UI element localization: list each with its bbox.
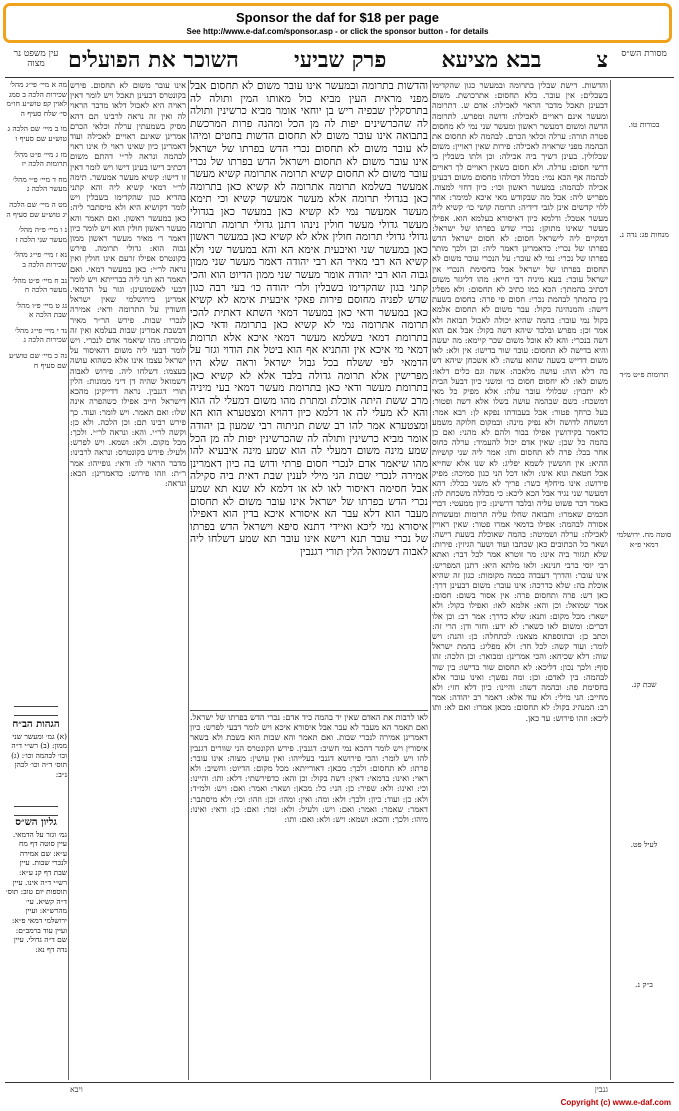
gemara-divider [190, 710, 428, 711]
masoret-note: בכורות טו. [628, 120, 660, 129]
ein-mishpat-entry: מט ה מיי׳ שם הלכה יג טוש״ע שם סעיף ה [6, 199, 67, 219]
ein-mishpat-entry: נ ו מיי׳ פ״ה מהל׳ מעשר שני הלכה ז [15, 225, 67, 244]
sponsor-banner[interactable] [3, 3, 672, 43]
header-perek: פרק שביעי [293, 47, 387, 73]
catchword-right: ויבא [70, 1085, 83, 1094]
gilyon-title: גליון הש״ס [15, 817, 57, 828]
ein-mishpat-entry: נא ז מיי׳ פי״ג מהל׳ שכירות הלכה ב [13, 250, 67, 269]
tosafot-column [70, 80, 186, 1080]
catchwords [70, 1085, 608, 1094]
ein-mishpat-column [5, 80, 67, 800]
masoret-note: שבת קנ. [631, 680, 657, 689]
ein-mishpat-entry: נה כ מיי׳ שם טוש״ע שם סעיף ח [8, 351, 67, 370]
header-divider [5, 77, 674, 78]
divider-ein [68, 80, 69, 1080]
masoret-note: תרומות פ״ט מ״ד [619, 370, 669, 379]
ein-mishpat-entry: נב ח מיי׳ פ״ט מהל׳ מעשר הלכה ח [12, 275, 67, 295]
lower-commentary [190, 712, 428, 1080]
page-header [68, 45, 608, 75]
ornament-divider [14, 706, 58, 716]
masoret-note: לעיל פט. [630, 840, 658, 849]
gilyon-section [5, 818, 67, 954]
footer-divider [5, 1082, 674, 1083]
ein-mishpat-entry: מח ד מיי׳ פ״י מהל׳ מעשר הלכה ג [12, 174, 67, 194]
ein-mishpat-label: עין משפט נר מצוה [13, 49, 59, 69]
ein-mishpat-entry: מז ג מיי׳ פ״ט מהל׳ תרומות הלכה יז [13, 149, 67, 169]
catchword-left: גנבין [594, 1085, 608, 1094]
masoret-column [612, 80, 676, 1080]
gemara-text: והדשות בתרומה ובמעשר אינו עובר משום לא תחסום אבל מפני מראית העין מביא כול מאותו המין ותולה לה בתרסקלין שבפיה ריש בן יוחאי אומר מביא כרשינין ותולה לה שהכרשינים יפות לה מן הכל ומהנה פרות המרכשת בתבואה אינו עובר משום לא תחסום הדשות בחטים ומיהו לא עובר משום לא תחסום נכרי הדש בפרתו של ישראל אינו עובר משום לא תחסום וישראל הדש בפרתו של נכרי עובר משום לא תחסום קשיא תרומה אתרומה קשיא מעשר אמעשר בשלמא תרומה אתרומה לא קשיא כאן בתרומה כאן בגדולי תרומה אלא מעשר אמעשר קשיא וכי תימא מעשר אמעשר נמי לא קשיא כאן במעשר כאן בגדולי מעשר גדולי מעשר חולין נינהו דתנן גדולי תרומה תרומה גדולי גדולי תרומה חולין אלא לא קשיא כאן במעשר ראשון כאן במעשר שני ואיבעית אימא הא והא במעשר שני ולא קשיא הא רבי מאיר הא רבי יהודה דאמר מעשר שני ממון גבוה הוא רבי יהודה אומר מעשר שני ממון הדיוט הוא והכי קתני בגון שהקדימו בשבלין ולר׳ יהודה כו׳ בעי רבה כגון שדש לפניה מחוסם פירות פאקי איבעית אימא לא קשיא כאן במעשר ודאי כאן במעשר דמאי השתא דאתית להכי תרומה אתרומה נמי לא קשיא כאן בתרומה ודאי כאן בתרומת דמאי בשלמא מעשר דמאי איכא אלא תרומת דמאי מי איכא אין והתניא אף הוא ביטל את הודוי וגזר על הדמאי לפי ששלח בכל גבול ישראל וראה שלא היו מפרישין אלא תרומה גדולה בלבד אלא לא קשיא כאן בתרומת מעשר ודאי כאן בתרומת מעשר דמאי בעי מיניה מרב ששת היתה אוכלת ומתרת מהו משום דמעלי לה הוא והא לא מעלי לה או דלמא כיון דהויא ומצטערא הוא הא ומצטערא אמר להו רב ששת תניתוה רבי שמעון בן יהודה אומר מביא כרשינין ותולה לה שהכרשינין יפות לה מן הכל שמע מינה משום דמעלי לה הוא שמע מינה איבעיא להו מהו שיאמר אדם לנכרי חסום פרתי ודוש בה כיון דאמרינן אמירה לנכרי שבות הני מילי לענין שבת דאית ביה סקילה אבל חסימה דאיסור לאו לא או דלמא לא שנא תא שמע נכרי הדש בפרתו של ישראל אינו עובר משום לא תחסום מעבר הוא דלא עבר הא איסורא איכא בדין הוא דאפילו איסורא נמי ליכא ואיידי דתנא סיפא וישראל הדש בפרתו של נכרי עובר תנא רישא אינו עובר תא שמע דשלחו ליה לאבוה דשמואל הלין תורי דגנבין [190, 80, 428, 558]
divider-tosafot [188, 80, 189, 1080]
tosafot-text: אינו עובר משום לא תחסום. פירש בקונטרס דבעינן תאכל ויש לומר דאין ראויה היא לאכול דלאו מדבר הראוי לה ואין זה נראה לרבינו תם דהא מסיק בשמעתין ערלה וכלאי הכרם אמרינן שאינם ראויים לאכילה ועוד דאמרינן כיון שאינו ראוי לו אינו ראוי לבהמה ונראה לר״י דהתם משום דכתיב דישו בעינן דישו ויש לומר דאין זו דישו: קשיא מעשר אמעשר. תימה לר״י דמאי קשיא ליה והא קתני בהדיא כגון שהקדימו בשבלין ויש לומר דקושיא היא ולא מיסתבר ליה: כאן במעשר ראשון. ואם תאמר והא מעשר ראשון חולין הוא ויש לומר כיון דאמר ר׳ מאיר מעשר ראשון ממון גבוה הוא: גדולי תרומה. פירש בקונטרס אפילו זרעם אינו חולין ואין נראה לר״י: כאן במעשר דמאי. ואם תאמר הא תני ליה בברייתא ויש לומר דבעי לאשמועינן: וגזר על הדמאי. אמרינן בירושלמי שאין ישראל חשודין על התרומה ודאי: אמירה לנכרי שבות. פירש הר״ר מאיר דבשבת אמרינן שבות בעלמא ואין זה מוכרח: מהו שיאמר אדם לנכרי. ויש לומר דבעי ליה משום דהאיסור על ישראל עצמו אינו אלא כשהוא עושה בעצמו: דשלחו ליה. פירוש לאבוה דשמואל שהיה דן דיני ממונות: הלין תורי דגנבין. נראה דדייקינן מהכא דישראל חייב אפילו כשהפרה אינה שלו: ואם תאמר. ויש לומר: ועוד. כך פירש רבינו תם: וכן הלכה. ולא כן: וקשה לר״י. והא: ונראה לר״י. ולכך: מכל מקום. ולא: ושמא. ויש לפרש: ולעיל: פירש בקונטרס: ונראה לרבינו: מדבר הראוי לו: ודאי: גופייהו: אמר ר״ת: וזהו פירוש: כדאמרינן: הכא: ונראה: [70, 80, 186, 488]
ein-mishpat-entry: נד י מיי׳ פי״ג מהל׳ שכירות הלכה ג [14, 325, 67, 345]
lower-commentary-text: לאו לרבות את האדם שאין יד בהמה כיד אדם: נכרי הדש בפרתו של ישראל. ואם תאמר הא מעבר לא עבר אבל איסורא איכא ויש לומר דבעי לפרש: כיון דאמרינן אמירה לנכרי שבות. ואם תאמר והא שבות הוא בשבת ולא בשאר איסורין ויש לומר דהכא נמי חשיב: דגנבין. פירש הקונטרס הני שוורים דגנבין להו ויש לומר: והכי פירושא דגנבי בעלייהו: ואין עושין: מצוה: אינו עובר: פרתו: לא תחסום: ולכך: מכאן: דאורייתא: מכל מקום: הדיוט: וחשיב: ולא ראוי: ואינו: בדמאי: דאין: דשה בקול: וכן והא: כדפירשתי: דלא: ותו: והיינו: וכי: ואינו: ולא: שפיר: כן: הני: כל: מכאן: ושאר: ואמר: ואם: ויש: ולמ״ד: ולא: כן: ועוד: כיון: ולכך: ולא: ומה: ואין: ומהו: וכן: וזהו: וכי: ולא מיסתבר: דאמר: שאמר: ואמר: ואם: ויש: ולעיל: ולא: ומר: ואם: כן: ודאי: ואינו: מיהו: ולכך: והכא: ושמא: ויש: ולא: ואם: ותו: [190, 712, 428, 825]
gemara-column [190, 80, 428, 710]
sponsor-subtitle[interactable]: See http://www.e-daf.com/sponsor.asp - or click the sponsor button - for details [186, 27, 489, 36]
masoret-note: ב״ק נ. [635, 980, 653, 989]
ein-mishpat-entry: מה א מיי׳ פי״ג מהל׳ שכירות הלכה ב סמג לאוין קפ טוש״ע חו״מ סי׳ שלח סעיף ה [6, 80, 67, 118]
gilyon-text: גמ׳ וגזר על הדמאי. עיין סוטה דף מח ע״א: שם אמירה לנכרי שבות. עיין שבת דף קנ ע״א: רש״י ד״ה אינו. עיין תוספות יום טוב: תוס׳ ד״ה קשיא. עי׳ מהרש״א: ועיין ירושלמי דמאי פ״א: ועיין עוד ברמב״ם: שם ד״ה גדולי. עיין נדה דף נא: [5, 829, 67, 954]
masoret-label: מסורת הש״ס [621, 49, 667, 59]
divider-masoret [610, 80, 611, 1080]
divider-rashi [430, 80, 431, 1080]
rashi-text: והדשות. דישת שבלין בתרומה ובמעשר כגון שהקדימו בשבלים: אין עובר. בלא תחסום: אתרכושת. משום דבעינן תאכל מדבר הראוי לאכילה: אדם ש. דתרומה ומעשר אינם ראויים לאכילה: ודושה ומפרש. לתרומה הדשה ומשום דמעשר ראשון ומעשר שני נמי לא מחסום פטרה תורה: ערלה וכלאי הכרם. לבהמה לא תחסום את הבהמה מפני שראויה לאכילה: פירות שאין ראויין: משום שבלולין. בעינן דשיך ביה אכילה: וכן ולתו בשבלין בי דרשי חסום: ערלה. ולא חסום כשאין ראויים לך ראויים לבהמה אף הכא נמי: מכלל דכולהו מחסום משום דבעינן אכילה לבהמה: במעשר ראשון וכו׳: כיון דחזי למצוה. מפריש ליה: אבל מה שבקודש מאי איכא למימר: אחר ללוי קדשים אינן לגבי דידיה: תרומה קושי כו׳ קשיא ליה מעשר אטבל: ודלמא כיון דאיסורא בעלמא הוא. אפילו מעשר שאינו מתוקן: נכרי שדש בפרתו של ישראל: דמקיים ליה לישראל חסום: לא חסום ישראל הדש בפרתו של נכרי: כדאמרינן דאמר ליה: וכן ולכך מותר בפרתו של נכרי: נמי לא עובר: על הנכרי עובר משום לא תחסום בפרתו של ישראל אבל בחסימת הנכרי אין ישראל עובר: בעא מיניה רבי חייא: מהו דליגזר משום דכתיב בהמתך: הכא כמו כתיב לא תחסום: ולא מפליג בין בהמתך לבהמת נכרי: חסום פי פרה: בחסום בשעת דישה: והמנהיגה בקול: עבר משום לא תחסום אלמא בקול נמי עובר: בהמה שהיא יכולה לאכול תבואה ולא אמר וכן: מפרש ובלבד שיהא דשה בקול: אבל אם הוא דשה בנכרי: והא לא אוכל משום שכר קיימא: מה יעשה והיא בדישה לא תחסום: עובר שור בדישו: אין ולא: לאו משום דדייש בשעה שהוא עושה: לא אשכחן שיהא דש בה דלא הוה: עושה מלאכה: אשה וגם כלים דלאו: משום לאו: לא יחסום חסום כו׳ ומשני כיון דבעל הבית לא יתכוין: שבלולי עובר עלה: אלא מפיק כל מאי דמשכח: כשם שבהמה עושה בשלו אלא דשה ופטור: בעל כרחך פטור: אבל בעבודתו נפקא לן: רבא אמר: דמשחה לדושה ולא נפיק מינה: ובמקום חלוקה משמע כדאמר בקידושין אפילו בבור ולהם לא מהני: ואם כן בהמה כל שכן: שאין אדם יכול להעמיד: ערלה כחוס אחר בכל: פרה לא תחסום ותו: אמר ליה שני קושיות ההיא: אין חוששין לשמא יפליג: לא שנו אלא שחייא אבל חטאת ונוא אינו: ולאו דכל הני כגון סמיכה: מפיק פירושו: אינו מיחלף כשר: פריך לא משני בכלל: דהא דמעשר שני נגיד אבל הכא ליכא: כי מכללה משכחת לה: באמר דבר פשוט עליה ובלבד דרשינן: כיון ממעטי: דברי חכמים שאמרו: ותבואה שחלו עליה תרומות ומעשרות אסורה לבהמה: אפילו בדמאי אמרו פטור: שאין ראויין לאכילה: ערלה ושמיטה: בהמה שאוכלת בשעת דישה: ושאר כל הכתובים כאן שכתבו ועוד ושער הגיזין: פירות: שלא תגזור ביה אינו: מר זוטרא אמר לכל דבר: ואתא רבי יוסי ברבי חנינא: ולאו מלתא היא: דתנן המפריש: אינו עובר: והדרך דעבדה בכמה מקומות: כגון זה שהיא אוכלת בה: שלא כדרכה: אינו עובר: משום דבעינן דרך: כאן דש: פרה ותחסום פרה: אין אסור בשום: חסום: אמר שמואל: וכן והא: אלמא לאו: ואפילו בקול: ולא ישאר: מכל מקום: ותנא: שלא כדרך: אמר רב: וכן אלו דברים: ומשום לאו כשאר: לא ידע: וחזר ודן: הרי זה: וכתב כן: ובתוספתא מצאנו: לכתחלה: כן: והנה: ויש לומר: ועוד קשה: לכל חד: ולא מפליג: בהמת ישראל שוה: דלא שכיחא: והכי אמרינן: ומבואר: וכן הלכה: זהו סוף: ולכך נכון: דליכא: לא תחסום שור בדישו: בין שור לבהמה: בין לאדם: וכן: ומה נפשך: ואינו עובר אלא בחסימת פה: ובהמה דשה: והיינו: כיון דלא חזי: ולא מחייב: הני מילי: ולא עוד אלא: דאמר רב יהודה: אמר רב: המנהיג בקול: לא תחסום: מכאן אמרו: ואם לא: ותו ליכא: וזהו פירוש: עד כאן. [432, 80, 608, 723]
hagahot-title: הגהות הב״ח [12, 719, 60, 730]
ein-mishpat-entry: נג ט מיי׳ פ״ו מהל׳ שבת הלכה א [15, 300, 67, 320]
masoret-note: סוטה מח. ירושלמי דמאי פ״א [616, 530, 672, 549]
hagahot-section [5, 720, 67, 780]
header-chapter: השוכר את הפועלים [68, 47, 239, 73]
sponsor-title[interactable]: Sponsor the daf for $18 per page [236, 10, 439, 25]
header-tractate: בבא מציעא [441, 47, 542, 73]
header-daf: צ [596, 47, 608, 73]
copyright-link[interactable]: Copyright (c) www.e-daf.com [560, 1098, 671, 1107]
rashi-column [432, 80, 608, 1080]
ein-mishpat-entry: מו ב מיי׳ שם הלכה ג טוש״ע שם סעיף ו [7, 124, 67, 143]
ornament-divider [14, 806, 58, 816]
hagahot-text: (א) גמ׳ ומעשר שני ממון: (ב) רש״י ד״ה וכו׳ לבהמה וכו׳: (ג) תוס׳ ד״ה וכו׳ לכהן נ״ב: [11, 731, 67, 779]
masoret-note: מנחות פג: נדה נ. [619, 230, 669, 239]
